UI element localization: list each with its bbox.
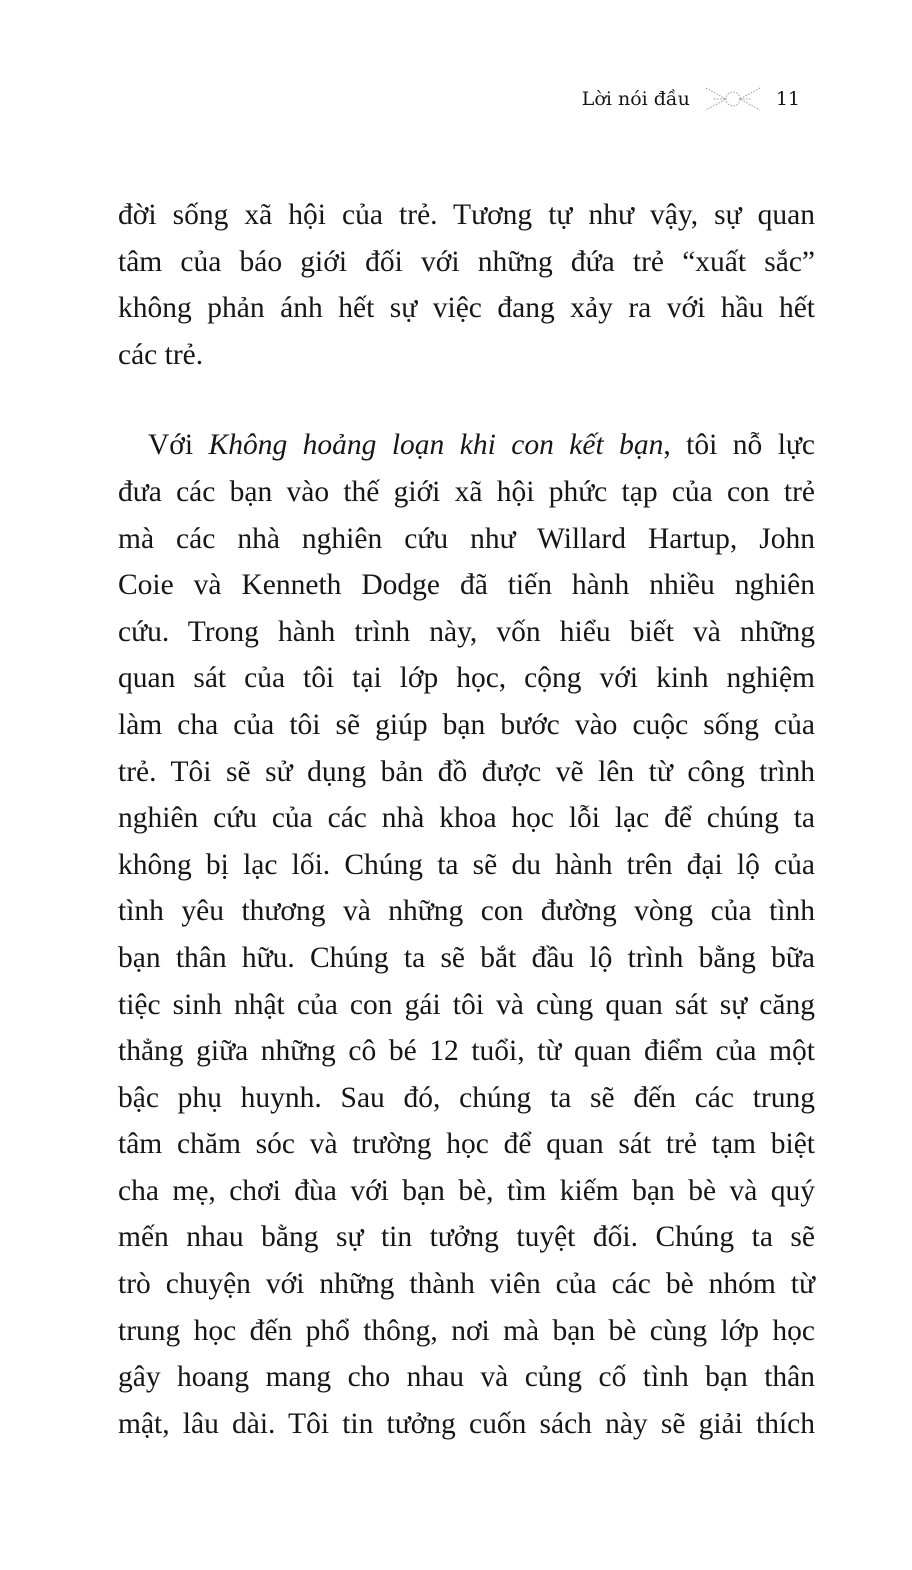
book-title: Không hoảng loạn khi con kết bạn xyxy=(208,429,664,462)
text-line: cứu. Trong hành trình này, vốn hiểu biết và những xyxy=(118,615,815,648)
page-number: 11 xyxy=(775,88,800,110)
text-line: tâm chăm sóc và trường học để quan sát trẻ tạm biệt xyxy=(118,1128,815,1161)
text-line: mến nhau bằng sự tin tưởng tuyệt đối. Chúng ta sẽ xyxy=(118,1221,815,1254)
text-line: trò chuyện với những thành viên của các bè nhóm từ xyxy=(118,1268,815,1301)
text-line: mà các nhà nghiên cứu như Willard Hartup, John xyxy=(118,522,815,555)
text-line: đời sống xã hội của trẻ. Tương tự như vậy, sự quan xyxy=(118,199,815,231)
text-line: bạn thân hữu. Chúng ta sẽ bắt đầu lộ trình bằng bữa xyxy=(118,941,815,974)
text-run: , tôi nỗ lực xyxy=(663,429,815,462)
text-line: Coie và Kenneth Dodge đã tiến hành nhiều nghiên xyxy=(118,569,815,602)
text-line: tiệc sinh nhật của con gái tôi và cùng quan sát sự căng xyxy=(118,988,815,1021)
page-body xyxy=(118,192,815,1447)
text-line: thẳng giữa những cô bé 12 tuổi, từ quan điểm của một xyxy=(118,1035,815,1068)
paragraph-2 xyxy=(118,422,815,1447)
text-line: các trẻ. xyxy=(118,338,204,371)
text-run: Với xyxy=(148,429,209,462)
ornament-icon xyxy=(704,84,762,114)
text-line: quan sát của tôi tại lớp học, cộng với kinh nghiệm xyxy=(118,662,815,695)
text-line: đưa các bạn vào thế giới xã hội phức tạp của con trẻ xyxy=(118,475,815,508)
text-line: không phản ánh hết sự việc đang xảy ra với hầu hết xyxy=(118,292,815,325)
text-line: bậc phụ huynh. Sau đó, chúng ta sẽ đến các trung xyxy=(118,1081,815,1114)
running-header xyxy=(582,84,800,114)
text-line: làm cha của tôi sẽ giúp bạn bước vào cuộc sống của xyxy=(118,708,815,741)
text-line: không bị lạc lối. Chúng ta sẽ du hành trên đại lộ của xyxy=(118,848,815,881)
text-line: tâm của báo giới đối với những đứa trẻ “xuất sắc” xyxy=(118,245,815,278)
text-line: trẻ. Tôi sẽ sử dụng bản đồ được vẽ lên từ công trình xyxy=(118,755,815,788)
text-line xyxy=(118,422,815,469)
text-line: trung học đến phổ thông, nơi mà bạn bè cùng lớp học xyxy=(118,1314,815,1347)
text-line: mật, lâu dài. Tôi tin tưởng cuốn sách này sẽ giải thích xyxy=(118,1407,815,1440)
text-line: gây hoang mang cho nhau và củng cố tình bạn thân xyxy=(118,1361,815,1394)
text-line: tình yêu thương và những con đường vòng của tình xyxy=(118,895,815,928)
text-line: cha mẹ, chơi đùa với bạn bè, tìm kiếm bạn bè và quý xyxy=(118,1174,815,1207)
text-line: nghiên cứu của các nhà khoa học lỗi lạc để chúng ta xyxy=(118,802,815,835)
section-title: Lời nói đầu xyxy=(581,88,690,110)
paragraph-1 xyxy=(118,192,815,378)
